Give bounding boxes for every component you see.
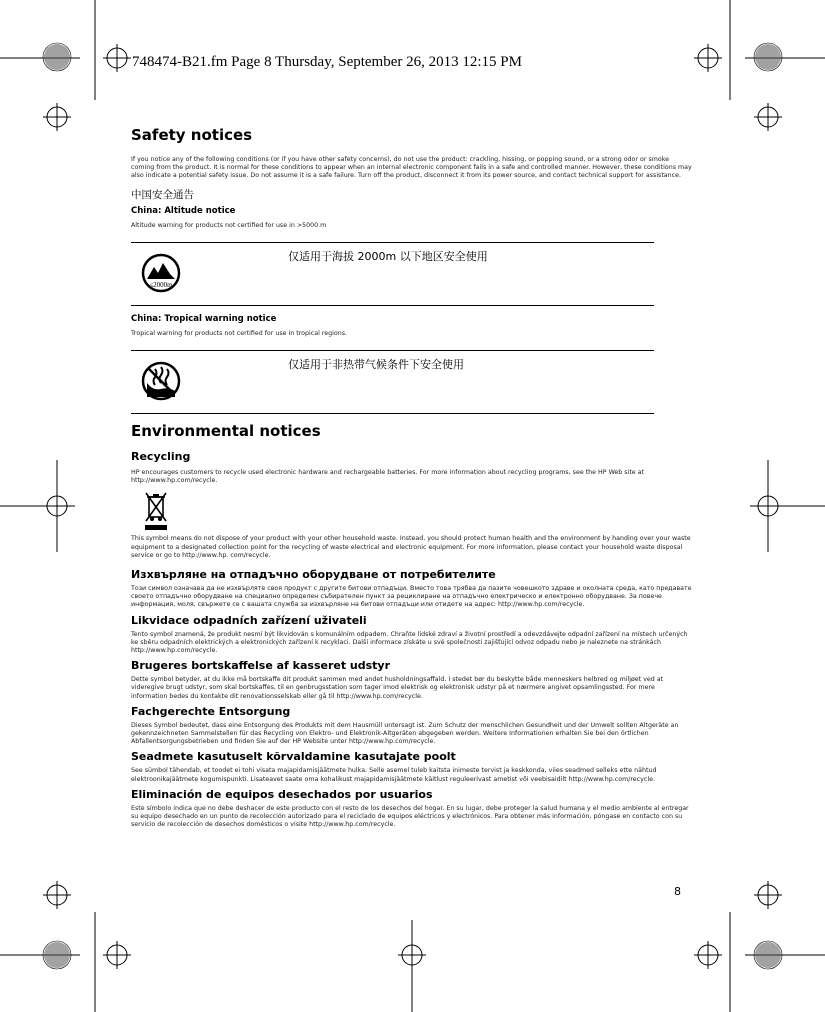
altitude-icon-label: ≤2000m xyxy=(149,280,173,289)
china-safety-heading: 中国安全通告 xyxy=(131,188,194,201)
section-text: See sümbol tähendab, et toodet ei tohi visata majapidamisjäätmete hulka. Selle asemel tuleb kaitsta inimeste tervist ja keskkonda, viies seadmed selleks ette nähtud elektroonikajäätmete kogumispunkti. Lisateavet saate oma kohalikust majapidamisjäätmete käitlust reguleerivast ametist või veebisaidilt http://www.hp.com/recycle. xyxy=(131,767,657,783)
section-text: Este símbolo indica que no debe deshacer de este producto con el resto de los desechos del hogar. En su lugar, debe proteger la salud humana y el medio ambiente al entregar su equipo desechado en un punto de recolección autorizado para el reciclado de equipos eléctricos y electrónicos. Para obtener más información, póngase en contacto con su servicio de recolección de desechos domésticos o visite http://www.hp.com/recycle. xyxy=(131,804,689,829)
tropical-warning-icon xyxy=(141,361,181,401)
recycling-text: HP encourages customers to recycle used electronic hardware and rechargeable batteries. For more information about recycling programs, see the HP Web site at http://www.hp.com/recycle. xyxy=(131,469,645,485)
section-text: Този символ означава да не изхвърляте своя продукт с другите битови отпадъци. Вместо това трябва да пазите човешкото здраве и околната среда, като предавате своето отпадъчно оборудване на специално определен събирателен пункт за рециклиране на отпадъчно електрическо и електронно оборудване. За повече информация, моля, свържете се с вашата служба за изхвърляне на битови отпадъци или отидете на адрес: http://www.hp.com/recycle. xyxy=(131,585,692,609)
tropical-box-text: 仅适用于非热带气候条件下安全使用 xyxy=(288,358,464,372)
section-title: Brugeres bortskaffelse af kasseret udstyr xyxy=(131,659,391,673)
section-title: Eliminación de equipos desechados por usuarios xyxy=(131,787,433,801)
section-text: Tento symbol znamená, že produkt nesmí být likvidován s komunálním odpadem. Chraňte lidské zdraví a životní prostředí a odevzdávejte odpadní zařízení na místech určených ke sběru odpadních elektrických a elektronických zařízení k recyklaci. Další informace získáte u své společnosti zajišťující odvoz odpadu nebo je naleznete na stránkách http://www.hp.com/recycle. xyxy=(131,630,688,655)
tropical-notice-box xyxy=(131,350,654,414)
section-title: Fachgerechte Entsorgung xyxy=(131,704,291,718)
safety-notices-title: Safety notices xyxy=(131,126,253,144)
page-number: 8 xyxy=(674,885,681,898)
altitude-notice-title: China: Altitude notice xyxy=(131,205,236,216)
altitude-box-text: 仅适用于海拔 2000m 以下地区安全使用 xyxy=(288,249,488,263)
section-text: Dette symbol betyder, at du ikke må bortskaffe dit produkt sammen med andet husholdningsaffald. I stedet bør du beskytte både menneskers helbred og miljøet ved at videregive brugt udstyr, som skal bortskaffes, til en genbrugsstation som tager imod elektrisk og elektronisk udstyr på et nærmere angivet opsamlingssted. For mere information bedes du kontakte dit renovationsselskab eller gå til http://www.hp.com/recycle. xyxy=(131,676,664,700)
altitude-notice-text: Altitude warning for products not certified for use in >5000 m xyxy=(131,221,327,229)
page-content xyxy=(131,126,693,833)
section-title: Seadmete kasutuselt kõrvaldamine kasutajate poolt xyxy=(131,750,456,764)
environmental-notices-title: Environmental notices xyxy=(131,422,321,441)
tropical-notice-title: China: Tropical warning notice xyxy=(131,313,277,324)
altitude-warning-icon xyxy=(141,253,181,293)
tropical-notice-text: Tropical warning for products not certified for use in tropical regions. xyxy=(131,329,348,337)
section-title: Likvidace odpadních zařízení uživateli xyxy=(131,613,367,627)
section-title: Изхвърляне на отпадъчно оборудване от потребителите xyxy=(131,568,496,582)
section-text: Dieses Symbol bedeutet, dass eine Entsorgung des Produkts mit dem Hausmüll untersagt ist. Zum Schutz der menschlichen Gesundheit und der Umwelt sollten Altgeräte an gekennzeichneten Sammelstellen für das Recycling von Elektro- und Elektronik-Altgeräten abgegeben werden. Weitere Informationen erhalten Sie bei den örtlichen Abfallentsorgungsbetrieben und finden Sie auf der HP Website unter http://www.hp.com/recycle. xyxy=(131,721,679,746)
file-header-line: 748474-B21.fm Page 8 Thursday, September 26, 2013 12:15 PM xyxy=(132,54,522,70)
weee-crossed-bin-icon xyxy=(143,489,169,531)
recycling-symbol-text: This symbol means do not dispose of your product with your other household waste. Instead, you should protect human health and the environment by handing over your waste equipment to a designated collection point for the recycling of waste electrical and electronic equipment. For more information, please contact your household waste disposal service or go to http://www.hp. com/recycle. xyxy=(131,535,691,559)
altitude-notice-box xyxy=(131,242,654,306)
safety-intro-text: If you notice any of the following conditions (or if you have other safety concerns), do not use the product: crackling, hissing, or popping sound, or a strong odor or smoke coming from the product. It is normal for these conditions to appear when an internal electronic component fails in a safe and controlled manner. However, these conditions may also indicate a potential safety issue. Do not assume it is a safe failure. Turn off the product, disconnect it from its power source, and contact technical support for assistance. xyxy=(131,156,692,180)
recycling-title: Recycling xyxy=(131,450,191,464)
